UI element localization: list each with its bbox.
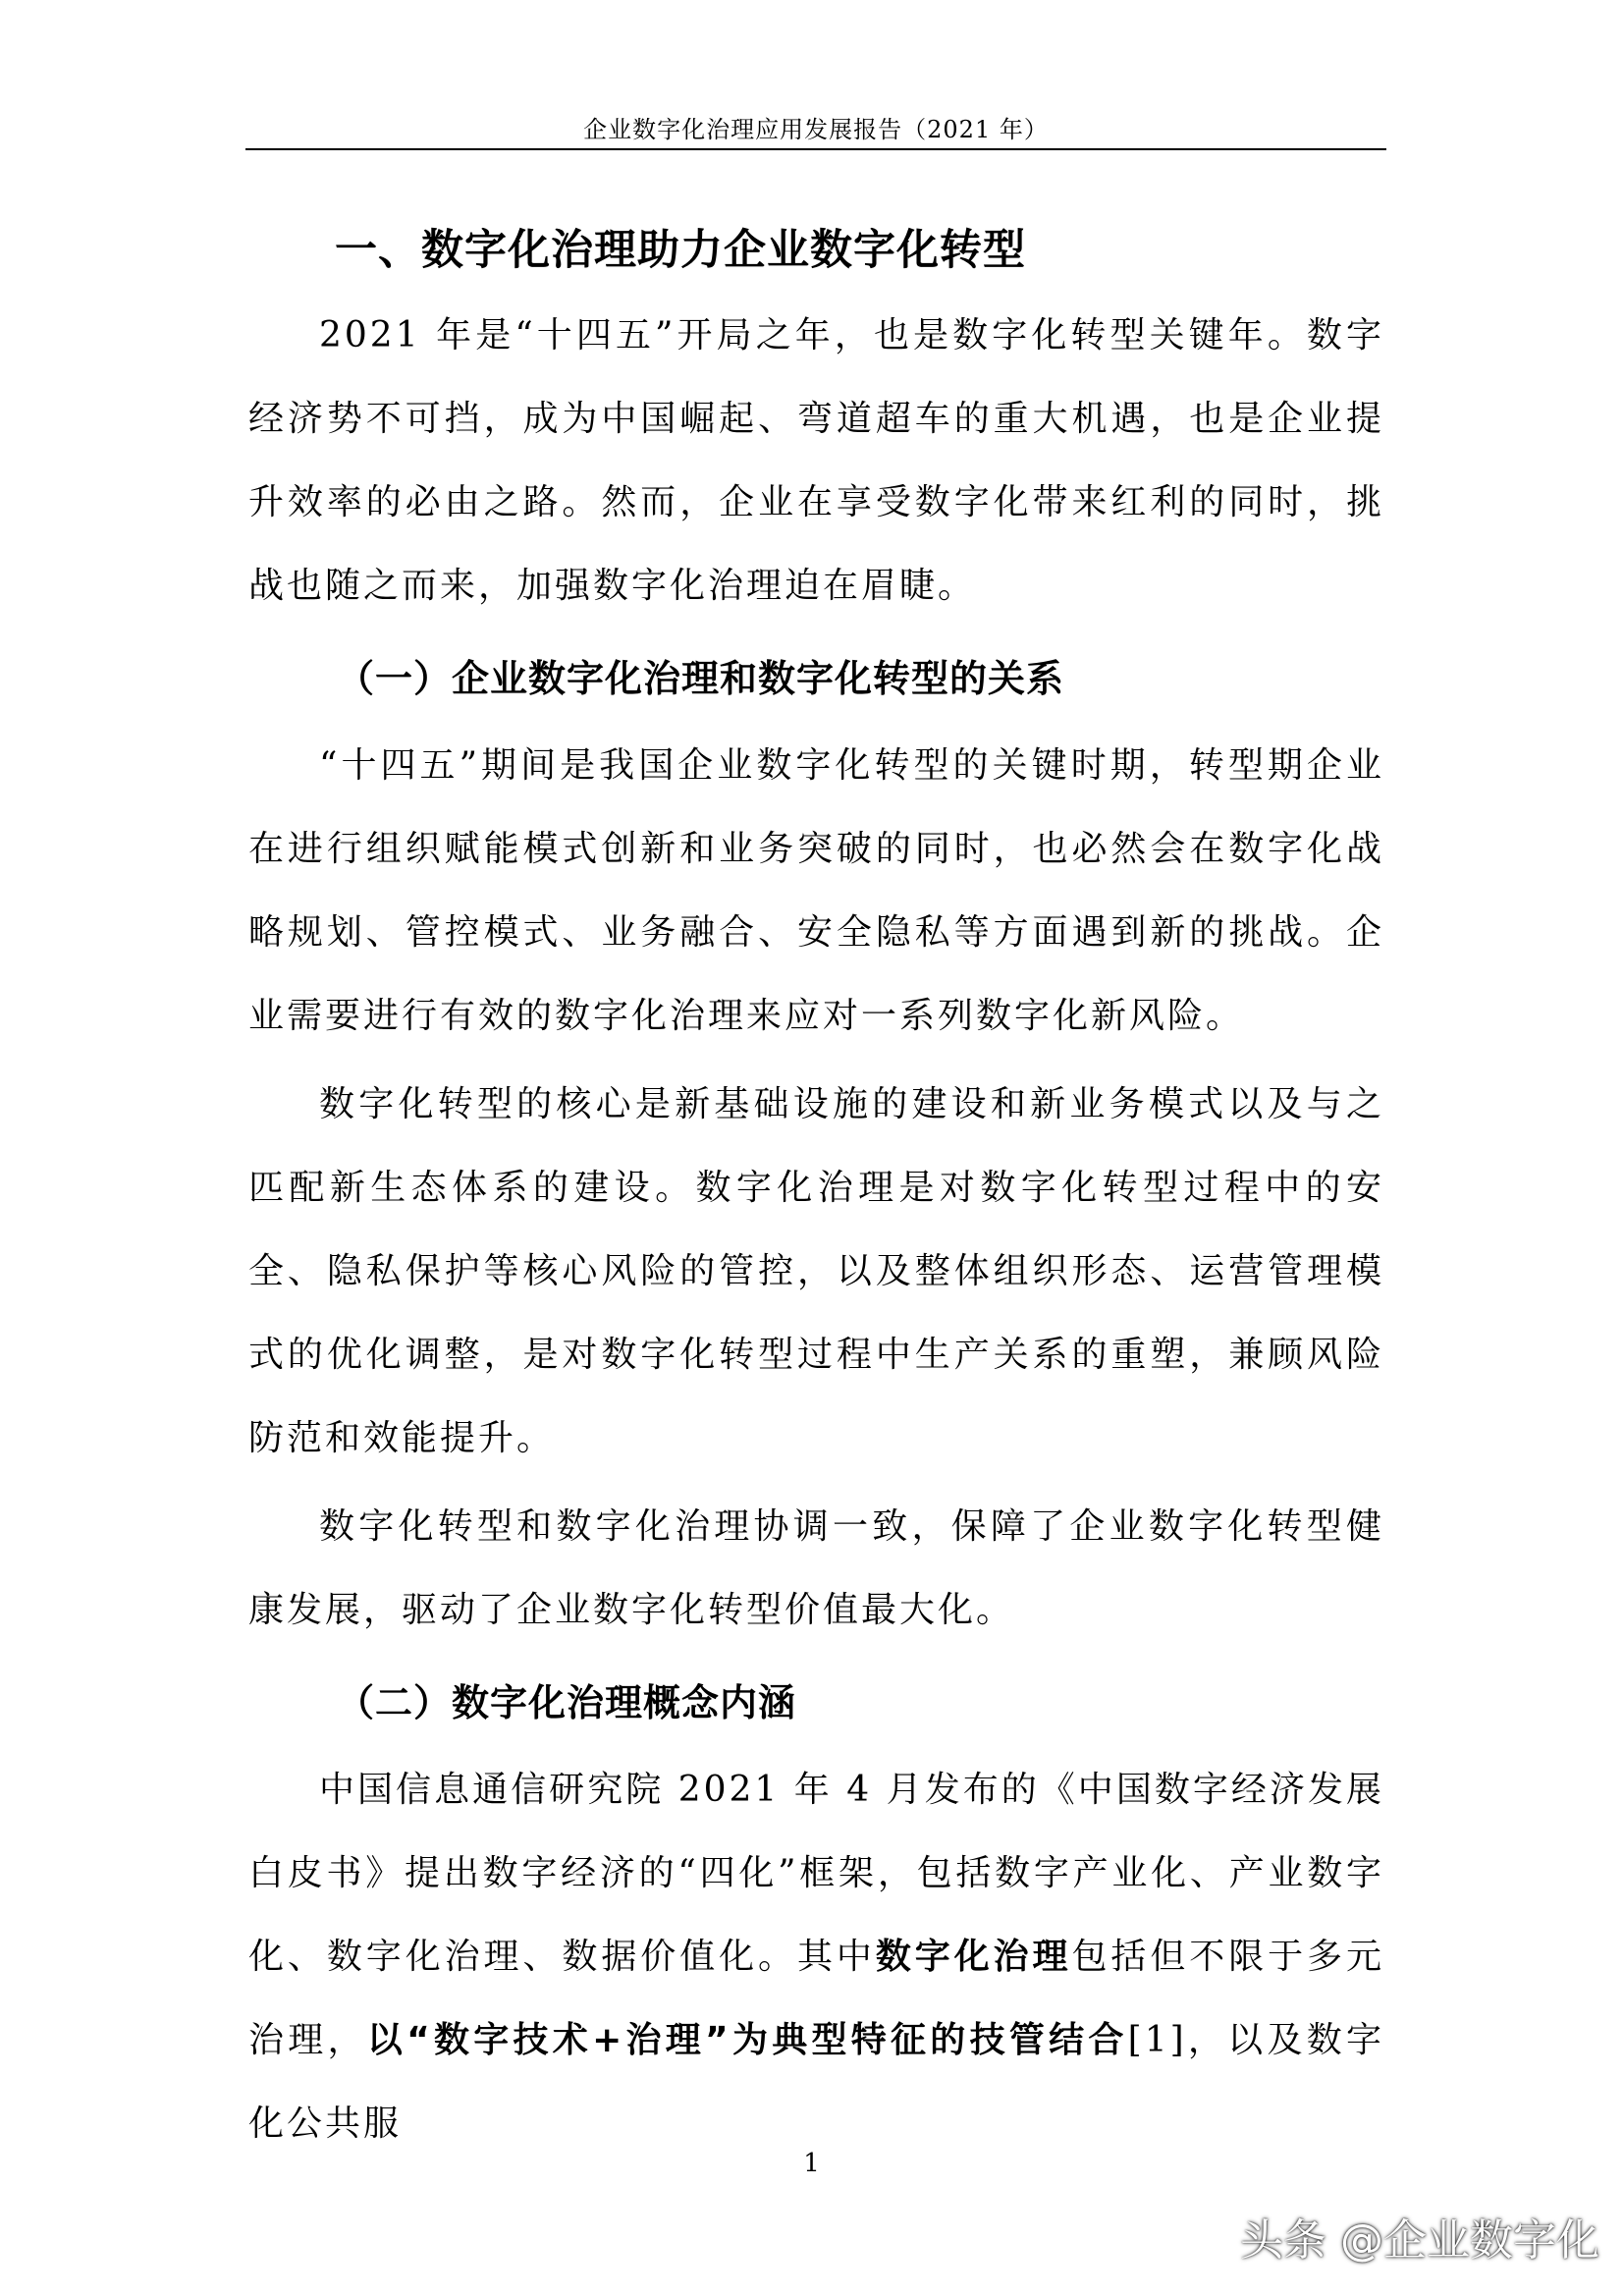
subsection-heading-2: （二）数字化治理概念内涵 — [337, 1681, 797, 1724]
paragraph — [248, 1748, 1384, 2165]
page-number: 1 — [803, 2149, 820, 2178]
bold-phrase: 以“数字技术+治理”为典型特征的技管结合 — [366, 2020, 1128, 2060]
header-divider — [245, 148, 1386, 150]
running-header: 企业数字化治理应用发展报告（2021 年） — [583, 116, 1049, 143]
citation-text: [1]，以及数字化公共服 — [248, 2020, 1384, 2144]
section-intro-paragraph: 2021 年是“十四五”开局之年，也是数字化转型关键年。数字经济势不可挡，成为中国崛起、弯道超车的重大机遇，也是企业提升效率的必由之路。然而，企业在享受数字化带来红利的同时，挑战也随之而来，加强数字化治理迫在眉睫。 — [248, 315, 1384, 606]
subsection-heading-1: （一）企业数字化治理和数字化转型的关系 — [337, 657, 1065, 700]
paragraph: 数字化转型的核心是新基础设施的建设和新业务模式以及与之匹配新生态体系的建设。数字化治理是对数字化转型过程中的安全、隐私保护等核心风险的管控，以及整体组织形态、运营管理模式的优化调整，是对数字化转型过程中生产关系的重塑，兼顾风险防范和效能提升。 — [248, 1084, 1384, 1458]
paragraph: 数字化转型和数字化治理协调一致，保障了企业数字化转型健康发展，驱动了企业数字化转型价值最大化。 — [248, 1506, 1384, 1630]
bold-term: 数字化治理 — [875, 1937, 1072, 1977]
page-body — [248, 211, 1384, 2170]
paragraph-text: 中国信息通信研究院 2021 年 4 月发布的《中国数字经济发展白皮书》提出数字经济的“四化”框架，包括数字产业化、产业数字化、数字化治理、数据价值化。其中 — [248, 1770, 1384, 1977]
paragraph-text: 包括但不限于多元治理， — [248, 1937, 1384, 2060]
watermark: 头条 @企业数字化 — [1240, 2215, 1599, 2266]
paragraph: “十四五”期间是我国企业数字化转型的关键时期，转型期企业在进行组织赋能模式创新和业务突破的同时，也必然会在数字化战略规划、管控模式、业务融合、安全隐私等方面遇到新的挑战。企业需要进行有效的数字化治理来应对一系列数字化新风险。 — [248, 745, 1384, 1036]
section-heading: 一、数字化治理助力企业数字化转型 — [335, 226, 1026, 275]
